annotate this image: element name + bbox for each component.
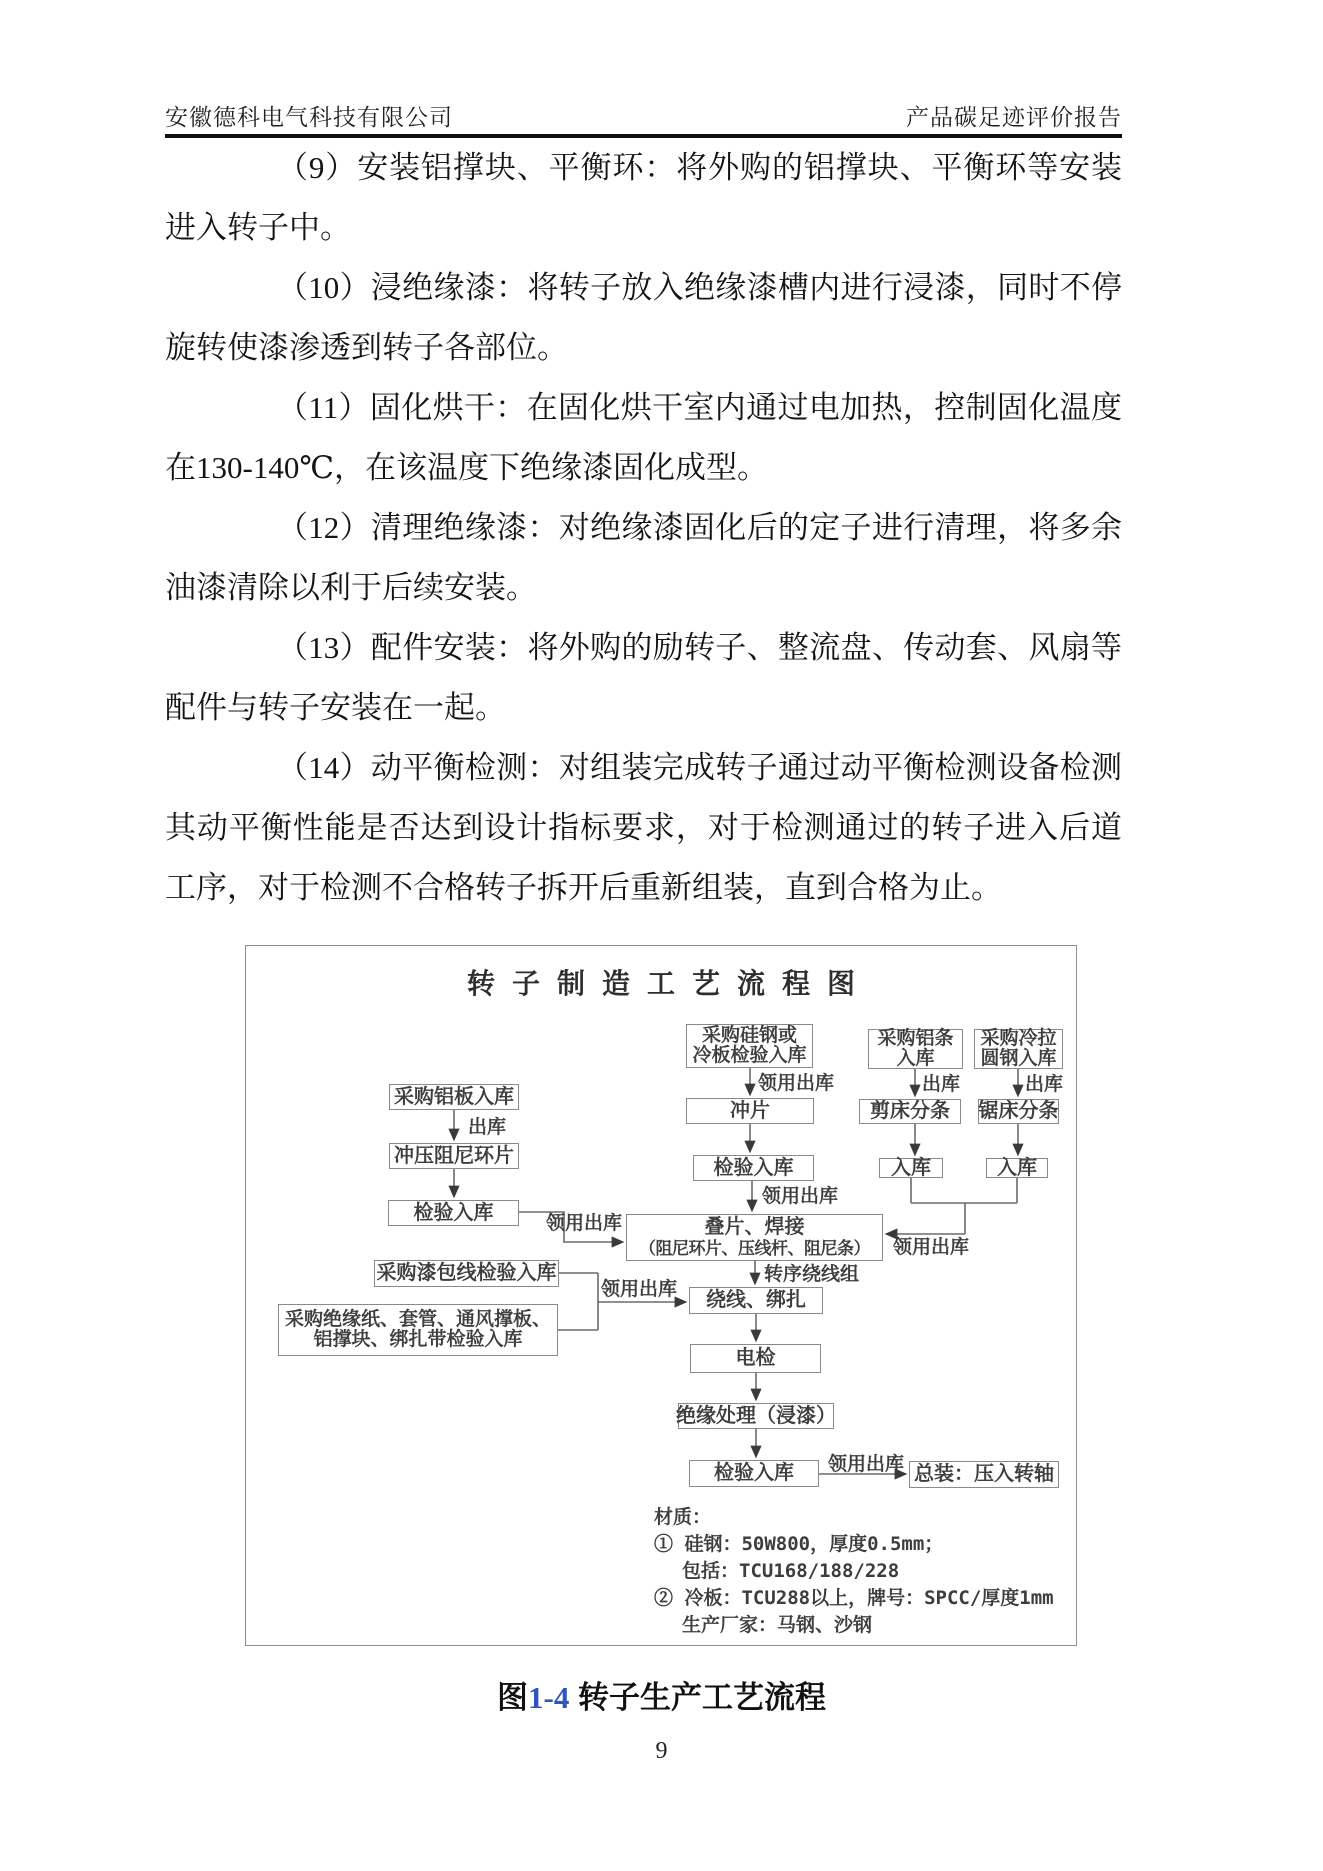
flow-box-inspection-storage-final: 检验入库 (689, 1460, 819, 1487)
flow-box-storage-r1: 入库 (879, 1158, 943, 1178)
flow-box-punching: 冲片 (686, 1098, 814, 1124)
figure-caption (0, 1672, 1323, 1717)
header-company: 安徽德科电气科技有限公司 (165, 105, 453, 130)
paragraph-12: （12）清理绝缘漆：对绝缘漆固化后的定子进行清理，将多余油漆清除以利于后续安装。 (165, 510, 1122, 605)
flow-box-inspection-storage-left: 检验入库 (388, 1200, 519, 1226)
flow-box-lamination-welding: 叠片、焊接 （阻尼环片、压线杆、阻尼条） (626, 1214, 883, 1261)
flow-box-purchase-enamel-wire: 采购漆包线检验入库 (374, 1260, 559, 1287)
caption-title: 转子生产工艺流程 (569, 1680, 826, 1715)
flow-box-electrical-test: 电检 (690, 1344, 821, 1373)
flow-label-outbound-r1: 出库 (922, 1074, 961, 1095)
flow-box-winding-binding: 绕线、绑扎 (689, 1287, 823, 1314)
flow-box-sawing: 锯床分条 (978, 1100, 1059, 1122)
page-number: 9 (655, 1738, 668, 1764)
flow-box-final-assembly: 总装：压入转轴 (909, 1461, 1059, 1488)
flow-box-purchase-cold-drawn-steel: 采购冷拉 圆钢入库 (974, 1029, 1063, 1069)
flow-label-outbound-left: 出库 (468, 1117, 507, 1138)
flowchart-figure (245, 945, 1077, 1646)
flow-label-issue-outbound-right-merge: 领用出库 (893, 1237, 970, 1258)
flow-box-stamping-damping-ring: 冲压阻尼环片 (389, 1143, 519, 1169)
flowchart-title: 转子制造工艺流程图 (466, 968, 872, 999)
note-line: ① 硅钢：50W800，厚度0.5mm； (654, 1533, 944, 1555)
flow-label-issue-outbound-suppliers: 领用出库 (601, 1279, 678, 1300)
flow-box-shearing: 剪床分条 (859, 1099, 961, 1124)
flow-box-purchase-silicon-steel: 采购硅钢或 冷板检验入库 (686, 1024, 813, 1068)
material-notes (654, 1504, 1054, 1639)
paragraph-10: （10）浸绝缘漆：将转子放入绝缘漆槽内进行浸漆，同时不停旋转使漆渗透到转子各部位。 (165, 270, 1122, 365)
flow-box-purchase-aluminum-plate: 采购铝板入库 (389, 1084, 519, 1110)
flow-label-issue-outbound-final: 领用出库 (828, 1454, 905, 1475)
note-line: 包括：TCU168/188/228 (682, 1560, 900, 1582)
caption-figure-ref: 1-4 (528, 1680, 570, 1715)
paragraph-14: （14）动平衡检测：对组装完成转子通过动平衡检测设备检测其动平衡性能是否达到设计指标要求，对于检测通过的转子进入后道工序，对于检测不合格转子拆开后重新组装，直到合格为止。 (165, 750, 1122, 905)
body-text (165, 138, 1122, 918)
flow-box-purchase-insulation-materials: 采购绝缘纸、套管、通风撑板、 铝撑块、绑扎带检验入库 (278, 1304, 558, 1356)
paragraph-11: （11）固化烘干：在固化烘干室内通过电加热，控制固化温度在130-140℃，在该温度下绝缘漆固化成型。 (165, 390, 1122, 485)
flow-label-issue-outbound-c1: 领用出库 (758, 1073, 835, 1094)
flow-box-insulation-treatment: 绝缘处理（浸漆） (678, 1403, 834, 1429)
flow-box-purchase-aluminum-bar: 采购铝条 入库 (868, 1029, 963, 1069)
note-line: 生产厂家：马钢、沙钢 (682, 1614, 873, 1636)
flow-box-storage-r2: 入库 (986, 1158, 1048, 1178)
flow-label-issue-outbound-left: 领用出库 (546, 1213, 623, 1234)
page-header (165, 99, 1122, 132)
note-line: ② 冷板：TCU288以上，牌号：SPCC/厚度1mm (654, 1587, 1054, 1609)
flow-label-issue-outbound-c3: 领用出库 (762, 1186, 839, 1207)
paragraph-9: （9）安装铝撑块、平衡环：将外购的铝撑块、平衡环等安装进入转子中。 (165, 150, 1122, 245)
flow-label-outbound-r2: 出库 (1025, 1074, 1064, 1095)
paragraph-13: （13）配件安装：将外购的励转子、整流盘、传动套、风扇等配件与转子安装在一起。 (165, 630, 1122, 725)
caption-prefix: 图 (497, 1680, 529, 1715)
flow-box-inspection-storage-center: 检验入库 (693, 1155, 814, 1181)
header-report-title: 产品碳足迹评价报告 (906, 105, 1122, 130)
note-line: 材质： (654, 1506, 712, 1528)
flow-label-transfer-winding-group: 转序绕线组 (764, 1264, 860, 1285)
